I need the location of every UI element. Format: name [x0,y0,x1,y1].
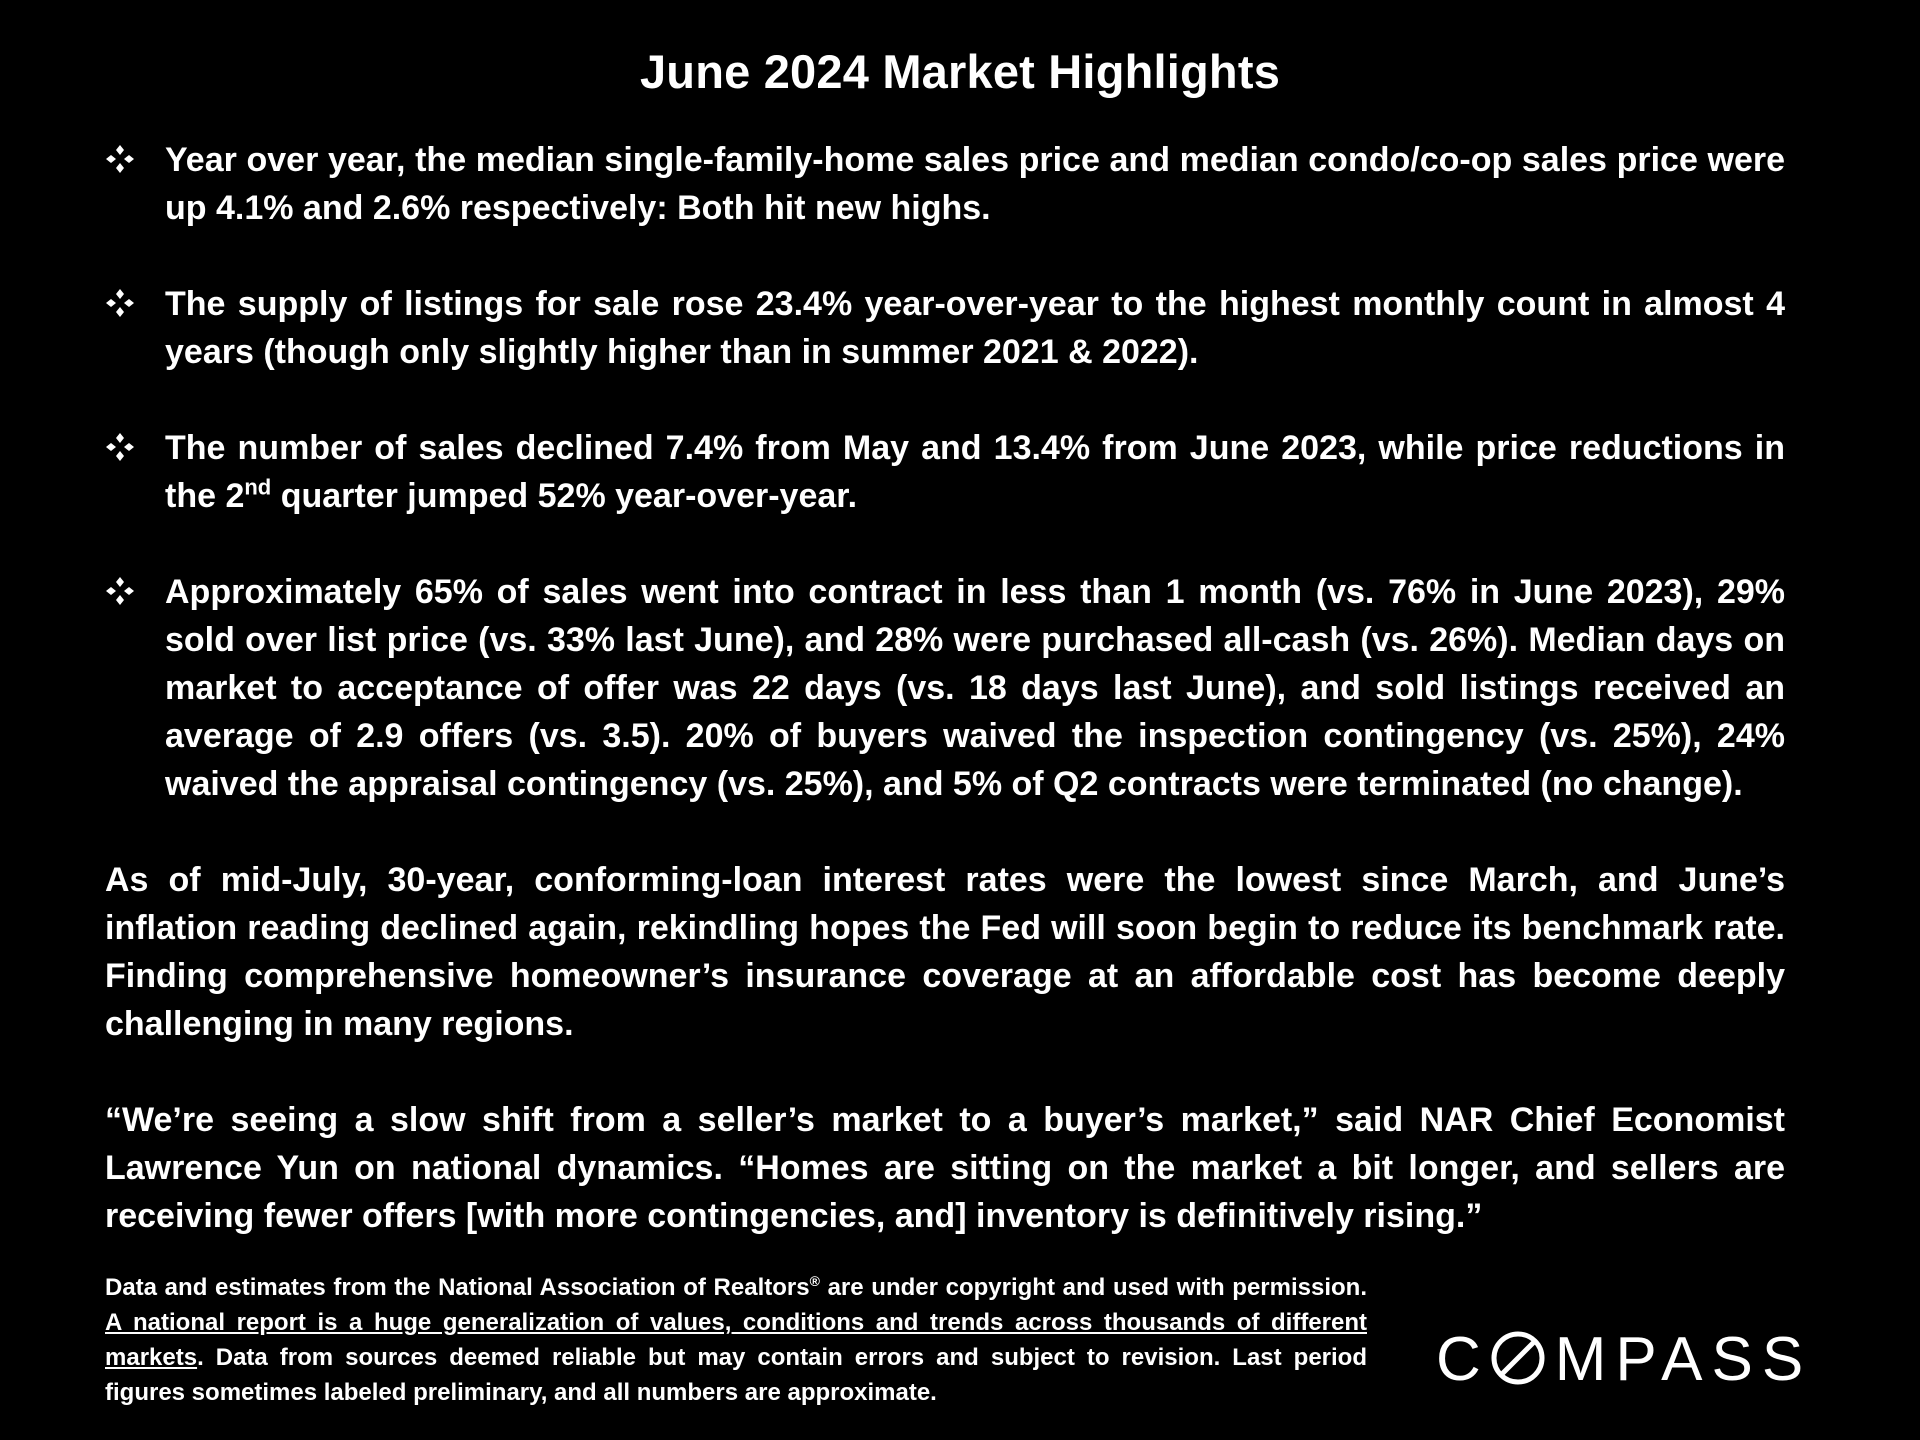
paragraph-quote: “We’re seeing a slow shift from a seller’s market to a buyer’s market,” said NAR Chief Economist Lawrence Yun on national dynamics. “Homes are sitting on the market a bit longer, and sellers are receiving fewer offers [with more contingencies, and] inventory is definitively rising.” [105,1101,1785,1235]
paragraph-rates: As of mid-July, 30-year, conforming-loan interest rates were the lowest since March, and June’s inflation reading declined again, rekindling hopes the Fed will soon begin to reduce its benchmark rate. Finding comprehensive homeowner’s insurance coverage at an affordable cost has become deeply challenging in many regions. [105,861,1785,1043]
footnote-part2: are under copyright and used with permission. [819,1274,1368,1301]
four-diamond-icon [105,568,139,616]
bullet-superscript: nd [244,474,272,500]
compass-logo [1436,1325,1813,1394]
bullet-item-supply [105,280,1785,376]
content-body [105,136,1785,1288]
bullet-item-contracts [105,568,1785,808]
four-diamond-icon [105,424,139,472]
four-diamond-icon [105,280,139,328]
bullet-text: Year over year, the median single-family-home sales price and median condo/co-op sales price were up 4.1% and 2.6% respectively: Both hit new highs. [165,141,1785,227]
four-diamond-icon [105,136,139,184]
footnote-part3: . Data from sources deemed reliable but may contain errors and subject to revision. Last period figures sometimes labeled preliminary, and all numbers are approximate. [105,1344,1367,1406]
logo-letters: MPASS [1554,1325,1813,1394]
logo-letter-c: C [1436,1325,1490,1394]
bullet-item-sales [105,424,1785,520]
bullet-text-before: The number of sales declined 7.4% from May and 13.4% from June 2023, while price reductions in the 2 [165,429,1785,515]
logo-o-slash-icon [1490,1330,1546,1386]
footnote-disclaimer [105,1270,1367,1410]
registered-mark: ® [809,1273,820,1289]
page-title: June 2024 Market Highlights [639,45,1281,98]
bullet-item-price [105,136,1785,232]
bullet-text: The supply of listings for sale rose 23.4% year-over-year to the highest monthly count in almost 4 years (though only slightly higher than in summer 2021 & 2022). [165,285,1785,371]
footnote-underlined: A national report is a huge generalization of values, conditions and trends across thousands of different markets [105,1309,1367,1371]
bullet-text: Approximately 65% of sales went into contract in less than 1 month (vs. 76% in June 2023), 29% sold over list price (vs. 33% last June), and 28% were purchased all-cash (vs. 26%). Median days on market to acceptance of offer was 22 days (vs. 18 days last June), and sold listings received an average of 2.9 offers (vs. 3.5). 20% of buyers waived the inspection contingency (vs. 25%), 24% waived the appraisal contingency (vs. 25%), and 5% of Q2 contracts were terminated (no change). [165,573,1785,803]
bullet-text-after: quarter jumped 52% year-over-year. [271,477,858,515]
footnote-part1: Data and estimates from the National Association of Realtors [105,1274,810,1301]
